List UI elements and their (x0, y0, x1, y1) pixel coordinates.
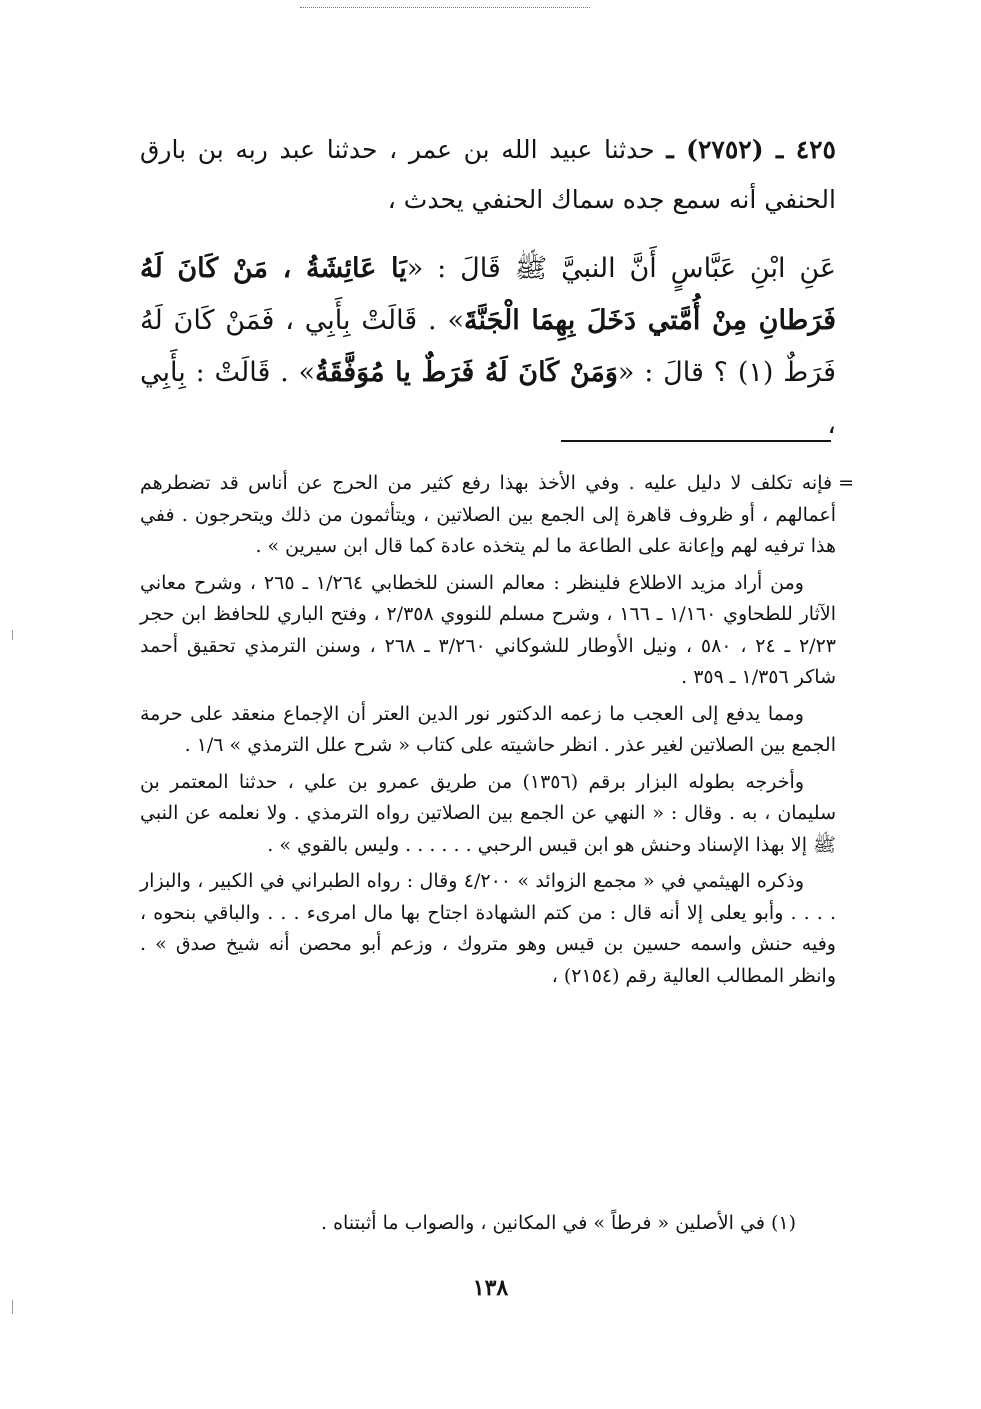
footnote: (١) في الأصلين « فرطاً » في المكانين ، والصواب ما أثبتناه . (321, 1212, 796, 1234)
commentary-notes (140, 468, 854, 997)
matn-quote-1: يَا عَائِشَةُ ، مَنْ كَانَ لَهُ فَرَطانِ مِنْ أُمَّتي دَخَلَ بِهِمَا الْجَنَّةَ (140, 253, 836, 336)
matn-part-1: عَنِ ابْنِ عَبَّاسٍ أَنَّ النبيَّ ﷺ قَالَ : « (406, 253, 836, 284)
hadith-isnad (140, 125, 836, 225)
page-number: ١٣٨ (472, 1275, 509, 1301)
continuation-marker: = (838, 472, 854, 494)
matn-part-3: » . قَالَتْ بِأَبِي ، فَمَنْ كَانَ لَهُ فَرَطٌ (١) ؟ قالَ : « (140, 305, 836, 388)
hadith-number: ٤٢٥ ـ (٢٧٥٢) ـ (666, 135, 836, 164)
top-scan-rule (300, 7, 590, 8)
note-paragraph: وأخرجه بطوله البزار برقم (١٣٥٦) من طريق عمرو بن علي ، حدثنا المعتمر بن سليمان ، به . وقال : « النهي عن الجمع بين الصلاتين رواه الترمذي . ولا نعلمه عن النبي ﷺ إلا بهذا الإسناد وحنش هو ابن قيس الرحبي . . . . . . وليس بالقوي » . (140, 770, 836, 856)
hadith-matn (140, 243, 836, 451)
scan-margin-mark (12, 1300, 13, 1314)
isnad-text: حدثنا عبيد الله بن عمر ، حدثنا عبد ربه بن بارق الحنفي أنه سمع جده سماك الحنفي يحدث ، (140, 135, 836, 214)
note-paragraph: ومن أراد مزيد الاطلاع فلينظر : معالم السنن للخطابي ١/٢٦٤ ـ ٢٦٥ ، وشرح معاني الآثار للطحاوي ١/١٦٠ ـ ١٦٦ ، وشرح مسلم للنووي ٢/٣٥٨ ، وفتح الباري للحافظ ابن حجر ٢/٢٣ ـ ٢٤ ، ٥٨٠ ، ونيل الأوطار للشوكاني ٣/٢٦٠ ـ ٢٦٨ ، وسنن الترمذي تحقيق أحمد شاكر ١/٣٥٦ ـ ٣٥٩ . (140, 571, 836, 688)
note-paragraph: ومما يدفع إلى العجب ما زعمه الدكتور نور الدين العتر أن الإجماع منعقد على حرمة الجمع بين الصلاتين لغير عذر . انظر حاشيته على كتاب « شرح علل الترمذي » ١/٦ . (140, 702, 836, 756)
note-paragraph: وذكره الهيثمي في « مجمع الزوائد » ٤/٢٠٠ وقال : رواه الطبراني في الكبير ، والبزار . . . . وأبو يعلى إلا أنه قال : من كتم الشهادة اجتاح بها مال امرىء . . . والباقي بنحوه ، وفيه حنش واسمه حسين بن قيس وهو متروك ، وزعم أبو محصن أنه شيخ صدق » . وانظر المطالب العالية رقم (٢١٥٤) ، (140, 870, 836, 987)
note-paragraph (140, 468, 854, 563)
matn-part-5: » . قَالَتْ : بِأَبِي ، (140, 357, 836, 440)
matn-quote-2: وَمَنْ كَانَ لَهُ فَرَطٌ يا مُوَفَّقَةُ (315, 357, 618, 388)
notes-separator (561, 440, 831, 442)
hadith-block (140, 125, 836, 451)
scan-margin-mark (12, 630, 13, 640)
note-text: فإنه تكلف لا دليل عليه . وفي الأخذ بهذا رفع كثير من الحرج عن أناس قد تضطرهم أعمالهم ، أو ظروف قاهرة إلى الجمع بين الصلاتين ، ويتأثمون من ذلك ويتحرجون . ففي هذا ترفيه لهم وإعانة على الطاعة ما لم يتخذه عادة كما قال ابن سيرين » . (140, 472, 836, 557)
